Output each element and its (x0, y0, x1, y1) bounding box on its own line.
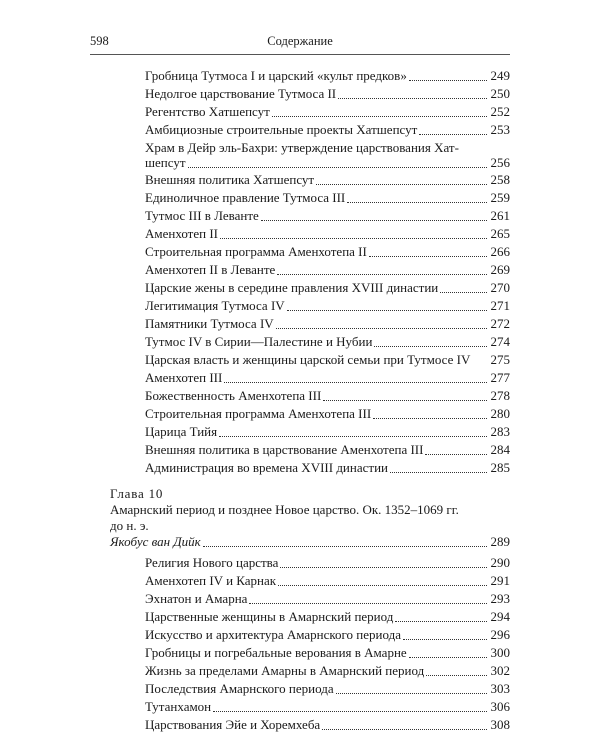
toc-entry-page: 283 (490, 424, 510, 439)
toc-entry-title: Аменхотеп II в Леванте (145, 262, 276, 277)
dot-leader (188, 167, 487, 168)
toc-entry-title: Аменхотеп II (145, 226, 218, 241)
dot-leader (322, 729, 486, 730)
toc-entry-page: 296 (490, 627, 510, 642)
toc-entry-title: Тутмос III в Леванте (145, 208, 259, 223)
chapter-author-page: 289 (490, 534, 510, 549)
toc-entry-page: 275 (490, 352, 510, 367)
toc-entry-page: 280 (490, 406, 510, 421)
dot-leader (203, 546, 487, 547)
toc-entry-page: 274 (490, 334, 510, 349)
toc-entry-title: Строительная программа Аменхотепа III (145, 406, 372, 421)
dot-leader (323, 400, 486, 401)
toc-entry-page: 294 (490, 609, 510, 624)
toc-entry-title: Недолгое царствование Тутмоса II (145, 86, 337, 101)
toc-entry-title: Царица Тийя (145, 424, 218, 439)
toc-entry-title: Строительная программа Аменхотепа II (145, 244, 367, 259)
toc-entry-title: Аменхотеп III (145, 370, 223, 385)
toc-entry-page: 261 (490, 208, 510, 223)
toc-entry-page: 290 (490, 555, 510, 570)
dot-leader (316, 184, 486, 185)
toc-entry-page: 269 (490, 262, 510, 277)
toc-entry-page: 277 (490, 370, 510, 385)
dot-leader (220, 238, 487, 239)
dot-leader (373, 418, 486, 419)
dot-leader (249, 603, 486, 604)
dot-leader (280, 567, 486, 568)
chapter-title: Амарнский период и позднее Новое царство. Ок. 1352–1069 гг. (110, 502, 459, 517)
chapter-author: Якобус ван Дийк (110, 534, 201, 549)
toc-entry-page: 285 (490, 460, 510, 475)
running-header (90, 34, 510, 52)
chapter-label: Глава 10 (110, 486, 164, 501)
dot-leader (272, 116, 487, 117)
toc-entry-title: Регентство Хатшепсут (145, 104, 270, 119)
dot-leader (409, 80, 487, 81)
dot-leader (369, 256, 487, 257)
toc-entry-title: Гробницы и погребальные верования в Амарне (145, 645, 407, 660)
toc-entry-page: 308 (490, 717, 510, 732)
toc-entry-page: 270 (490, 280, 510, 295)
dot-leader (440, 292, 486, 293)
running-title: Содержание (267, 34, 333, 48)
toc-entry-title: Божественность Аменхотепа III (145, 388, 322, 403)
toc-entry-page: 252 (490, 104, 510, 119)
toc-entry-title: Царствования Эйе и Хоремхеба (145, 717, 321, 732)
toc-entry-title: Последствия Амарнского периода (145, 681, 334, 696)
header-rule (90, 54, 510, 55)
toc-entry-page: 300 (490, 645, 510, 660)
toc-entry-title: Памятники Тутмоса IV (145, 316, 274, 331)
toc-entry-title: Аменхотеп IV и Карнак (145, 573, 277, 588)
toc-entry-page: 293 (490, 591, 510, 606)
toc-entry-title: Внешняя политика в царствование Аменхотепа III (145, 442, 424, 457)
dot-leader (425, 454, 486, 455)
dot-leader (224, 382, 486, 383)
toc-entry-page: 256 (490, 155, 510, 170)
dot-leader (419, 134, 486, 135)
dot-leader (409, 657, 487, 658)
toc-entry-page: 278 (490, 388, 510, 403)
toc-entry-title: Легитимация Тутмоса IV (145, 298, 285, 313)
toc-entry-page: 265 (490, 226, 510, 241)
toc-entry-title: Гробница Тутмоса I и царский «культ предков» (145, 68, 407, 83)
toc-entry-page: 259 (490, 190, 510, 205)
toc-entry-title: Жизнь за пределами Амарны в Амарнский период (145, 663, 425, 678)
dot-leader (395, 621, 486, 622)
toc-entry-title: Внешняя политика Хатшепсут (145, 172, 315, 187)
toc-entry-title: Эхнатон и Амарна (145, 591, 248, 606)
toc-entry-page: 253 (490, 122, 510, 137)
toc-entry-title: Царская власть и женщины царской семьи при Тутмосе IV (145, 352, 471, 367)
toc-entry-title: Царские жены в середине правления XVIII династии (145, 280, 439, 295)
dot-leader (338, 98, 486, 99)
dot-leader (287, 310, 487, 311)
toc-entry-title: Религия Нового царства (145, 555, 279, 570)
toc-entry-title: Тутанхамон (145, 699, 212, 714)
dot-leader (336, 693, 487, 694)
dot-leader (219, 436, 486, 437)
toc-entry-title: шепсут (145, 155, 186, 170)
toc-entry-title: Единоличное правление Тутмоса III (145, 190, 346, 205)
dot-leader (403, 639, 486, 640)
toc-entry-page: 266 (490, 244, 510, 259)
dot-leader (374, 346, 486, 347)
toc-entry-page: 249 (490, 68, 510, 83)
dot-leader (390, 472, 487, 473)
dot-leader (278, 585, 486, 586)
toc-entry-title: Администрация во времена XVIII династии (145, 460, 388, 475)
toc-entry-page: 284 (490, 442, 510, 457)
toc-entry-title: Царственные женщины в Амарнский период (145, 609, 394, 624)
page-number: 598 (90, 34, 109, 48)
toc-entry-title: Искусство и архитектура Амарнского периода (145, 627, 402, 642)
dot-leader (276, 328, 487, 329)
dot-leader (426, 675, 486, 676)
toc-entry-page: 271 (490, 298, 510, 313)
dot-leader (277, 274, 486, 275)
dot-leader (261, 220, 487, 221)
toc-entry-page: 250 (490, 86, 510, 101)
toc-entry-page: 258 (490, 172, 510, 187)
toc-entry-page: 306 (490, 699, 510, 714)
dot-leader (213, 711, 486, 712)
toc-entry-title: Амбициозные строительные проекты Хатшепсут (145, 122, 418, 137)
chapter-title-cont: до н. э. (110, 518, 149, 533)
dot-leader (347, 202, 486, 203)
toc-entry-page: 303 (490, 681, 510, 696)
toc-entry-title: Тутмос IV в Сирии—Палестине и Нубии (145, 334, 373, 349)
toc-entry-page: 302 (490, 663, 510, 678)
toc-entry-page: 291 (490, 573, 510, 588)
toc-entry-title: Храм в Дейр эль-Бахри: утверждение царствования Хат- (145, 140, 459, 155)
toc-entry-page: 272 (490, 316, 510, 331)
